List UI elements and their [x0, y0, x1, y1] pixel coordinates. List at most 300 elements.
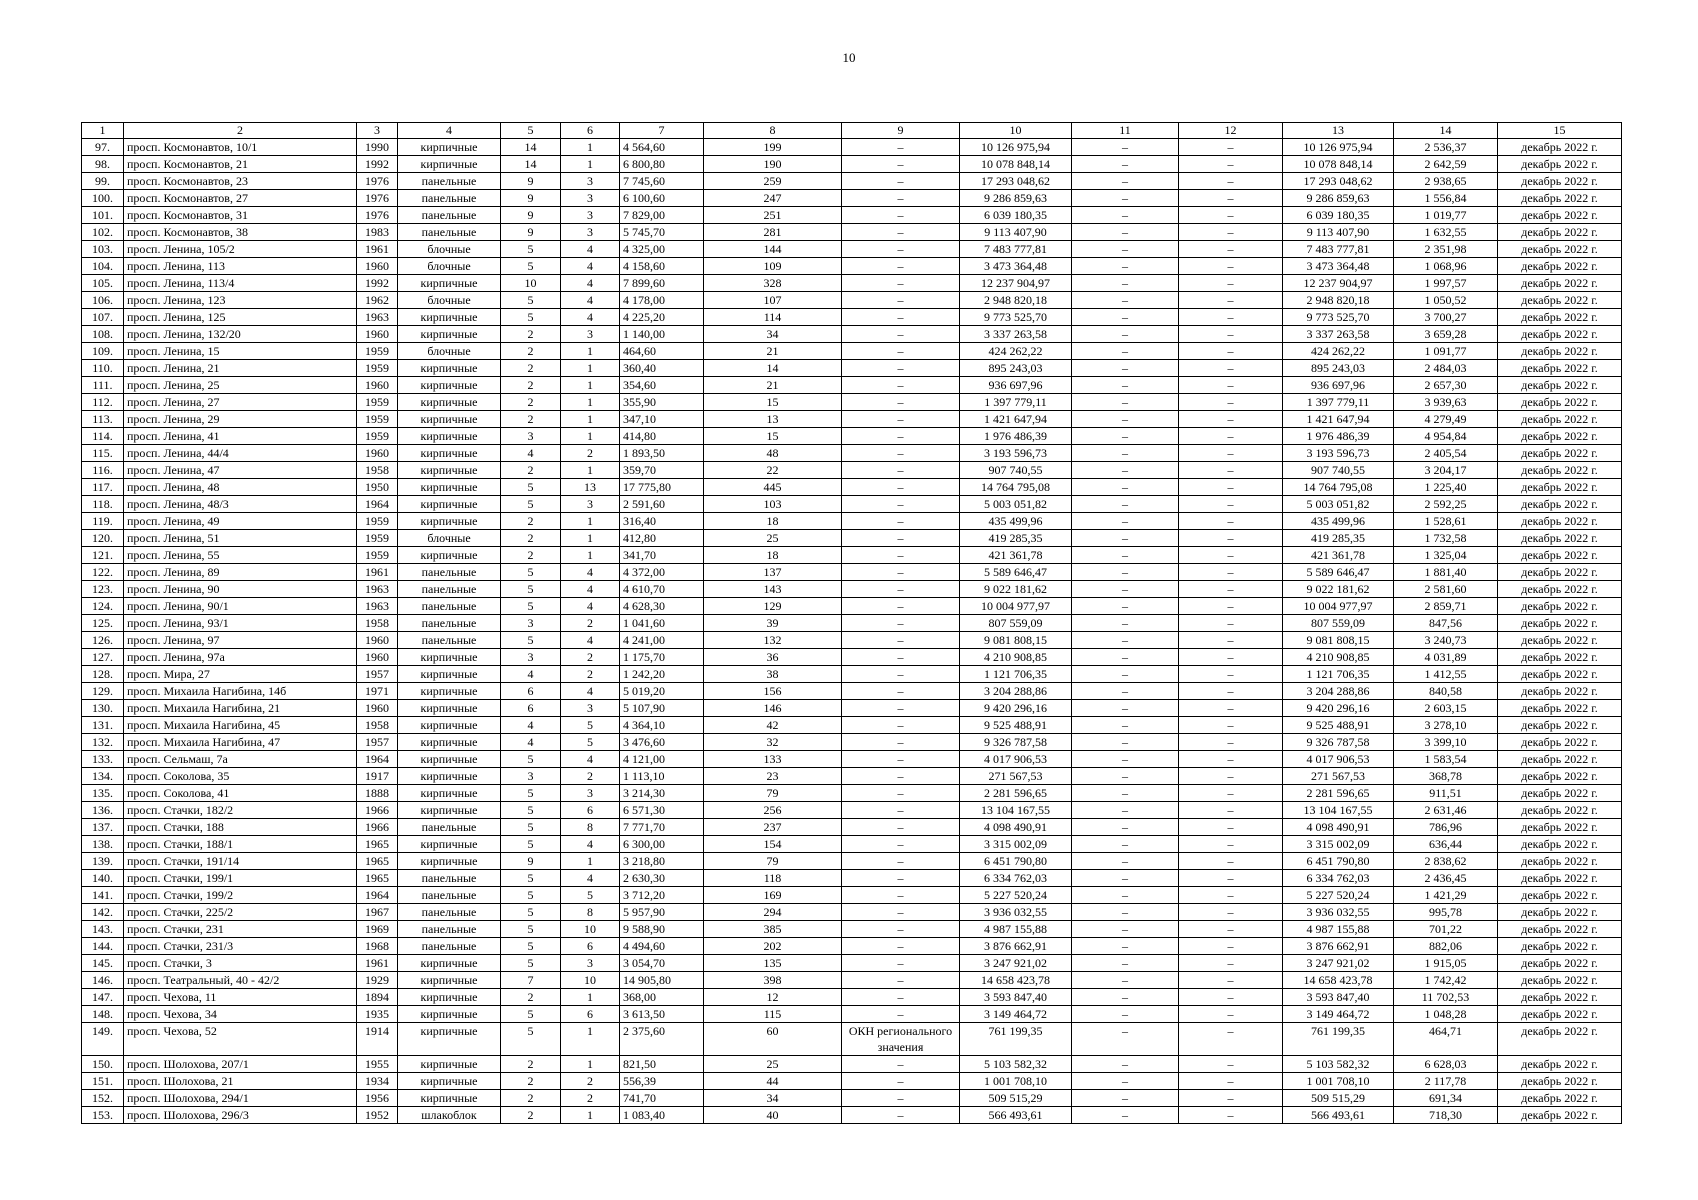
row-number-cell: 99.	[82, 173, 124, 190]
residents-cell: 25	[704, 530, 842, 547]
column-header-4: 4	[398, 123, 501, 139]
cost-col-12-cell: –	[1179, 887, 1283, 904]
wall-material-cell: кирпичные	[398, 989, 501, 1006]
cost-per-sqm-cell: 2 631,46	[1394, 802, 1498, 819]
total-area-cell: 4 325,00	[620, 241, 704, 258]
wall-material-cell: кирпичные	[398, 326, 501, 343]
completion-date-cell: декабрь 2022 г.	[1498, 666, 1622, 683]
entrances-cell: 1	[561, 139, 620, 156]
address-cell: просп. Ленина, 48/3	[124, 496, 357, 513]
wall-material-cell: панельные	[398, 632, 501, 649]
total-cost-cell: 1 976 486,39	[960, 428, 1072, 445]
table-row	[82, 496, 1622, 513]
table-row	[82, 649, 1622, 666]
completion-date-cell: декабрь 2022 г.	[1498, 802, 1622, 819]
floors-cell: 5	[501, 751, 561, 768]
entrances-cell: 4	[561, 292, 620, 309]
address-cell: просп. Космонавтов, 31	[124, 207, 357, 224]
cost-col-13-cell: 6 039 180,35	[1283, 207, 1394, 224]
address-cell: просп. Ленина, 15	[124, 343, 357, 360]
wall-material-cell: кирпичные	[398, 411, 501, 428]
cost-per-sqm-cell: 1 048,28	[1394, 1006, 1498, 1023]
year-built-cell: 1952	[357, 1107, 398, 1124]
address-cell: просп. Ленина, 132/20	[124, 326, 357, 343]
table-row	[82, 343, 1622, 360]
cost-col-12-cell: –	[1179, 836, 1283, 853]
year-built-cell: 1966	[357, 802, 398, 819]
floors-cell: 5	[501, 496, 561, 513]
residents-cell: 281	[704, 224, 842, 241]
heritage-status-cell: –	[842, 564, 960, 581]
wall-material-cell: кирпичные	[398, 445, 501, 462]
total-cost-cell: 271 567,53	[960, 768, 1072, 785]
row-number-cell: 104.	[82, 258, 124, 275]
cost-col-13-cell: 13 104 167,55	[1283, 802, 1394, 819]
completion-date-cell: декабрь 2022 г.	[1498, 785, 1622, 802]
cost-per-sqm-cell: 3 240,73	[1394, 632, 1498, 649]
wall-material-cell: кирпичные	[398, 309, 501, 326]
address-cell: просп. Чехова, 52	[124, 1023, 357, 1056]
address-cell: просп. Ленина, 125	[124, 309, 357, 326]
completion-date-cell: декабрь 2022 г.	[1498, 887, 1622, 904]
total-area-cell: 6 800,80	[620, 156, 704, 173]
entrances-cell: 1	[561, 462, 620, 479]
address-cell: просп. Ленина, 90/1	[124, 598, 357, 615]
year-built-cell: 1959	[357, 360, 398, 377]
total-area-cell: 368,00	[620, 989, 704, 1006]
cost-col-12-cell: –	[1179, 921, 1283, 938]
table-row	[82, 479, 1622, 496]
total-area-cell: 1 113,10	[620, 768, 704, 785]
total-cost-cell: 509 515,29	[960, 1090, 1072, 1107]
residents-cell: 156	[704, 683, 842, 700]
cost-col-13-cell: 9 525 488,91	[1283, 717, 1394, 734]
completion-date-cell: декабрь 2022 г.	[1498, 445, 1622, 462]
address-cell: просп. Космонавтов, 10/1	[124, 139, 357, 156]
cost-col-12-cell: –	[1179, 394, 1283, 411]
cost-col-11-cell: –	[1072, 666, 1179, 683]
floors-cell: 4	[501, 734, 561, 751]
completion-date-cell: декабрь 2022 г.	[1498, 1056, 1622, 1073]
table-row	[82, 1006, 1622, 1023]
total-cost-cell: 807 559,09	[960, 615, 1072, 632]
heritage-status-cell: –	[842, 496, 960, 513]
floors-cell: 5	[501, 258, 561, 275]
completion-date-cell: декабрь 2022 г.	[1498, 411, 1622, 428]
cost-col-11-cell: –	[1072, 513, 1179, 530]
address-cell: просп. Стачки, 199/1	[124, 870, 357, 887]
column-header-11: 11	[1072, 123, 1179, 139]
cost-col-11-cell: –	[1072, 717, 1179, 734]
cost-col-11-cell: –	[1072, 598, 1179, 615]
cost-col-13-cell: 424 262,22	[1283, 343, 1394, 360]
cost-per-sqm-cell: 786,96	[1394, 819, 1498, 836]
row-number-cell: 146.	[82, 972, 124, 989]
row-number-cell: 119.	[82, 513, 124, 530]
cost-col-13-cell: 9 326 787,58	[1283, 734, 1394, 751]
total-cost-cell: 17 293 048,62	[960, 173, 1072, 190]
total-cost-cell: 13 104 167,55	[960, 802, 1072, 819]
table-row	[82, 768, 1622, 785]
wall-material-cell: кирпичные	[398, 360, 501, 377]
cost-col-12-cell: –	[1179, 734, 1283, 751]
total-cost-cell: 2 281 596,65	[960, 785, 1072, 802]
row-number-cell: 153.	[82, 1107, 124, 1124]
residents-cell: 12	[704, 989, 842, 1006]
row-number-cell: 127.	[82, 649, 124, 666]
total-cost-cell: 4 210 908,85	[960, 649, 1072, 666]
heritage-status-cell: –	[842, 632, 960, 649]
heritage-status-cell: –	[842, 224, 960, 241]
entrances-cell: 1	[561, 513, 620, 530]
cost-per-sqm-cell: 6 628,03	[1394, 1056, 1498, 1073]
total-area-cell: 1 041,60	[620, 615, 704, 632]
cost-col-11-cell: –	[1072, 173, 1179, 190]
total-cost-cell: 3 247 921,02	[960, 955, 1072, 972]
cost-col-11-cell: –	[1072, 275, 1179, 292]
heritage-status-cell: –	[842, 666, 960, 683]
cost-col-11-cell: –	[1072, 428, 1179, 445]
wall-material-cell: кирпичные	[398, 751, 501, 768]
row-number-cell: 105.	[82, 275, 124, 292]
total-cost-cell: 3 193 596,73	[960, 445, 1072, 462]
cost-col-11-cell: –	[1072, 836, 1179, 853]
row-number-cell: 100.	[82, 190, 124, 207]
cost-col-11-cell: –	[1072, 564, 1179, 581]
total-cost-cell: 435 499,96	[960, 513, 1072, 530]
cost-col-12-cell: –	[1179, 360, 1283, 377]
heritage-status-cell: –	[842, 1006, 960, 1023]
cost-per-sqm-cell: 847,56	[1394, 615, 1498, 632]
cost-col-11-cell: –	[1072, 683, 1179, 700]
cost-col-12-cell: –	[1179, 530, 1283, 547]
floors-cell: 2	[501, 394, 561, 411]
heritage-status-cell: –	[842, 700, 960, 717]
table-row	[82, 564, 1622, 581]
total-area-cell: 17 775,80	[620, 479, 704, 496]
cost-per-sqm-cell: 3 939,63	[1394, 394, 1498, 411]
cost-col-12-cell: –	[1179, 785, 1283, 802]
table-row	[82, 513, 1622, 530]
cost-col-13-cell: 9 081 808,15	[1283, 632, 1394, 649]
entrances-cell: 4	[561, 632, 620, 649]
cost-col-13-cell: 4 210 908,85	[1283, 649, 1394, 666]
residents-cell: 21	[704, 343, 842, 360]
total-area-cell: 4 610,70	[620, 581, 704, 598]
cost-col-11-cell: –	[1072, 853, 1179, 870]
total-area-cell: 359,70	[620, 462, 704, 479]
row-number-cell: 139.	[82, 853, 124, 870]
heritage-status-cell: –	[842, 904, 960, 921]
heritage-status-cell: –	[842, 156, 960, 173]
year-built-cell: 1929	[357, 972, 398, 989]
table-row	[82, 462, 1622, 479]
heritage-status-cell: –	[842, 173, 960, 190]
total-cost-cell: 3 473 364,48	[960, 258, 1072, 275]
floors-cell: 5	[501, 479, 561, 496]
residents-cell: 103	[704, 496, 842, 513]
row-number-cell: 147.	[82, 989, 124, 1006]
completion-date-cell: декабрь 2022 г.	[1498, 564, 1622, 581]
total-cost-cell: 6 334 762,03	[960, 870, 1072, 887]
table-row	[82, 190, 1622, 207]
wall-material-cell: кирпичные	[398, 1073, 501, 1090]
cost-col-11-cell: –	[1072, 632, 1179, 649]
table-row	[82, 258, 1622, 275]
cost-col-11-cell: –	[1072, 581, 1179, 598]
floors-cell: 5	[501, 904, 561, 921]
total-cost-cell: 5 103 582,32	[960, 1056, 1072, 1073]
total-area-cell: 4 225,20	[620, 309, 704, 326]
entrances-cell: 1	[561, 377, 620, 394]
table-row	[82, 598, 1622, 615]
cost-col-12-cell: –	[1179, 173, 1283, 190]
year-built-cell: 1976	[357, 207, 398, 224]
table-row	[82, 292, 1622, 309]
residents-cell: 146	[704, 700, 842, 717]
floors-cell: 5	[501, 938, 561, 955]
completion-date-cell: декабрь 2022 г.	[1498, 190, 1622, 207]
completion-date-cell: декабрь 2022 г.	[1498, 751, 1622, 768]
residents-cell: 294	[704, 904, 842, 921]
row-number-cell: 115.	[82, 445, 124, 462]
registry-table	[81, 122, 1622, 1124]
total-area-cell: 2 630,30	[620, 870, 704, 887]
cost-col-13-cell: 9 773 525,70	[1283, 309, 1394, 326]
cost-col-12-cell: –	[1179, 1107, 1283, 1124]
row-number-cell: 101.	[82, 207, 124, 224]
year-built-cell: 1971	[357, 683, 398, 700]
floors-cell: 10	[501, 275, 561, 292]
row-number-cell: 122.	[82, 564, 124, 581]
cost-col-11-cell: –	[1072, 207, 1179, 224]
year-built-cell: 1958	[357, 717, 398, 734]
cost-col-13-cell: 9 420 296,16	[1283, 700, 1394, 717]
cost-col-11-cell: –	[1072, 904, 1179, 921]
total-cost-cell: 895 243,03	[960, 360, 1072, 377]
cost-col-11-cell: –	[1072, 802, 1179, 819]
cost-col-11-cell: –	[1072, 615, 1179, 632]
floors-cell: 5	[501, 819, 561, 836]
address-cell: просп. Ленина, 123	[124, 292, 357, 309]
completion-date-cell: декабрь 2022 г.	[1498, 921, 1622, 938]
cost-col-11-cell: –	[1072, 734, 1179, 751]
total-area-cell: 1 083,40	[620, 1107, 704, 1124]
residents-cell: 39	[704, 615, 842, 632]
table-row	[82, 1056, 1622, 1073]
residents-cell: 38	[704, 666, 842, 683]
total-cost-cell: 3 593 847,40	[960, 989, 1072, 1006]
cost-per-sqm-cell: 3 700,27	[1394, 309, 1498, 326]
table-row	[82, 734, 1622, 751]
column-header-13: 13	[1283, 123, 1394, 139]
row-number-cell: 129.	[82, 683, 124, 700]
cost-col-11-cell: –	[1072, 190, 1179, 207]
residents-cell: 385	[704, 921, 842, 938]
address-cell: просп. Ленина, 90	[124, 581, 357, 598]
total-area-cell: 354,60	[620, 377, 704, 394]
row-number-cell: 128.	[82, 666, 124, 683]
table-row	[82, 394, 1622, 411]
cost-col-13-cell: 17 293 048,62	[1283, 173, 1394, 190]
cost-col-12-cell: –	[1179, 139, 1283, 156]
total-area-cell: 3 476,60	[620, 734, 704, 751]
year-built-cell: 1960	[357, 649, 398, 666]
cost-col-12-cell: –	[1179, 411, 1283, 428]
cost-col-12-cell: –	[1179, 343, 1283, 360]
entrances-cell: 4	[561, 598, 620, 615]
year-built-cell: 1960	[357, 445, 398, 462]
cost-col-11-cell: –	[1072, 479, 1179, 496]
residents-cell: 79	[704, 853, 842, 870]
residents-cell: 79	[704, 785, 842, 802]
cost-col-11-cell: –	[1072, 972, 1179, 989]
wall-material-cell: кирпичные	[398, 275, 501, 292]
completion-date-cell: декабрь 2022 г.	[1498, 972, 1622, 989]
cost-col-12-cell: –	[1179, 479, 1283, 496]
year-built-cell: 1958	[357, 615, 398, 632]
completion-date-cell: декабрь 2022 г.	[1498, 904, 1622, 921]
wall-material-cell: панельные	[398, 887, 501, 904]
residents-cell: 34	[704, 1090, 842, 1107]
cost-per-sqm-cell: 840,58	[1394, 683, 1498, 700]
cost-col-13-cell: 12 237 904,97	[1283, 275, 1394, 292]
heritage-status-cell: –	[842, 853, 960, 870]
floors-cell: 5	[501, 802, 561, 819]
cost-per-sqm-cell: 636,44	[1394, 836, 1498, 853]
wall-material-cell: кирпичные	[398, 139, 501, 156]
residents-cell: 115	[704, 1006, 842, 1023]
wall-material-cell: шлакоблок	[398, 1107, 501, 1124]
cost-col-11-cell: –	[1072, 1023, 1179, 1056]
heritage-status-cell: –	[842, 207, 960, 224]
total-cost-cell: 10 126 975,94	[960, 139, 1072, 156]
cost-col-12-cell: –	[1179, 1023, 1283, 1056]
cost-col-12-cell: –	[1179, 955, 1283, 972]
wall-material-cell: кирпичные	[398, 972, 501, 989]
total-area-cell: 1 140,00	[620, 326, 704, 343]
cost-per-sqm-cell: 3 659,28	[1394, 326, 1498, 343]
heritage-status-cell: –	[842, 513, 960, 530]
entrances-cell: 2	[561, 1090, 620, 1107]
cost-per-sqm-cell: 1 881,40	[1394, 564, 1498, 581]
completion-date-cell: декабрь 2022 г.	[1498, 530, 1622, 547]
heritage-status-cell: –	[842, 615, 960, 632]
year-built-cell: 1957	[357, 666, 398, 683]
row-number-cell: 133.	[82, 751, 124, 768]
table-row	[82, 360, 1622, 377]
heritage-status-cell: –	[842, 819, 960, 836]
wall-material-cell: кирпичные	[398, 836, 501, 853]
cost-per-sqm-cell: 4 954,84	[1394, 428, 1498, 445]
table-row	[82, 547, 1622, 564]
year-built-cell: 1914	[357, 1023, 398, 1056]
year-built-cell: 1960	[357, 326, 398, 343]
floors-cell: 2	[501, 513, 561, 530]
heritage-status-cell: –	[842, 734, 960, 751]
address-cell: просп. Стачки, 3	[124, 955, 357, 972]
table-row	[82, 853, 1622, 870]
year-built-cell: 1965	[357, 853, 398, 870]
cost-per-sqm-cell: 1 732,58	[1394, 530, 1498, 547]
residents-cell: 328	[704, 275, 842, 292]
floors-cell: 2	[501, 1073, 561, 1090]
entrances-cell: 3	[561, 785, 620, 802]
cost-col-13-cell: 936 697,96	[1283, 377, 1394, 394]
page-number: 10	[842, 50, 856, 65]
cost-col-12-cell: –	[1179, 241, 1283, 258]
table-row	[82, 173, 1622, 190]
heritage-status-cell: –	[842, 785, 960, 802]
completion-date-cell: декабрь 2022 г.	[1498, 428, 1622, 445]
cost-col-13-cell: 566 493,61	[1283, 1107, 1394, 1124]
total-area-cell: 4 372,00	[620, 564, 704, 581]
total-cost-cell: 424 262,22	[960, 343, 1072, 360]
entrances-cell: 3	[561, 700, 620, 717]
cost-col-11-cell: –	[1072, 258, 1179, 275]
wall-material-cell: кирпичные	[398, 1006, 501, 1023]
cost-per-sqm-cell: 1 019,77	[1394, 207, 1498, 224]
total-cost-cell: 3 936 032,55	[960, 904, 1072, 921]
wall-material-cell: блочные	[398, 241, 501, 258]
cost-col-13-cell: 3 204 288,86	[1283, 683, 1394, 700]
year-built-cell: 1966	[357, 819, 398, 836]
row-number-cell: 152.	[82, 1090, 124, 1107]
entrances-cell: 6	[561, 802, 620, 819]
total-area-cell: 7 745,60	[620, 173, 704, 190]
entrances-cell: 4	[561, 258, 620, 275]
floors-cell: 2	[501, 360, 561, 377]
total-area-cell: 4 364,10	[620, 717, 704, 734]
year-built-cell: 1961	[357, 564, 398, 581]
total-area-cell: 355,90	[620, 394, 704, 411]
entrances-cell: 1	[561, 530, 620, 547]
cost-col-11-cell: –	[1072, 819, 1179, 836]
entrances-cell: 5	[561, 734, 620, 751]
floors-cell: 3	[501, 615, 561, 632]
wall-material-cell: панельные	[398, 921, 501, 938]
wall-material-cell: кирпичные	[398, 802, 501, 819]
entrances-cell: 5	[561, 887, 620, 904]
total-cost-cell: 1 121 706,35	[960, 666, 1072, 683]
row-number-cell: 134.	[82, 768, 124, 785]
table-row	[82, 241, 1622, 258]
total-area-cell: 464,60	[620, 343, 704, 360]
total-area-cell: 5 019,20	[620, 683, 704, 700]
cost-col-11-cell: –	[1072, 547, 1179, 564]
cost-per-sqm-cell: 2 859,71	[1394, 598, 1498, 615]
year-built-cell: 1959	[357, 547, 398, 564]
cost-col-12-cell: –	[1179, 802, 1283, 819]
year-built-cell: 1950	[357, 479, 398, 496]
heritage-status-cell: –	[842, 445, 960, 462]
floors-cell: 3	[501, 768, 561, 785]
cost-col-11-cell: –	[1072, 377, 1179, 394]
row-number-cell: 150.	[82, 1056, 124, 1073]
entrances-cell: 4	[561, 683, 620, 700]
wall-material-cell: кирпичные	[398, 649, 501, 666]
heritage-status-cell: –	[842, 598, 960, 615]
row-number-cell: 107.	[82, 309, 124, 326]
address-cell: просп. Шолохова, 296/3	[124, 1107, 357, 1124]
address-cell: просп. Стачки, 231	[124, 921, 357, 938]
cost-col-12-cell: –	[1179, 496, 1283, 513]
cost-col-13-cell: 5 227 520,24	[1283, 887, 1394, 904]
address-cell: просп. Ленина, 27	[124, 394, 357, 411]
table-row	[82, 904, 1622, 921]
completion-date-cell: декабрь 2022 г.	[1498, 275, 1622, 292]
total-area-cell: 6 100,60	[620, 190, 704, 207]
